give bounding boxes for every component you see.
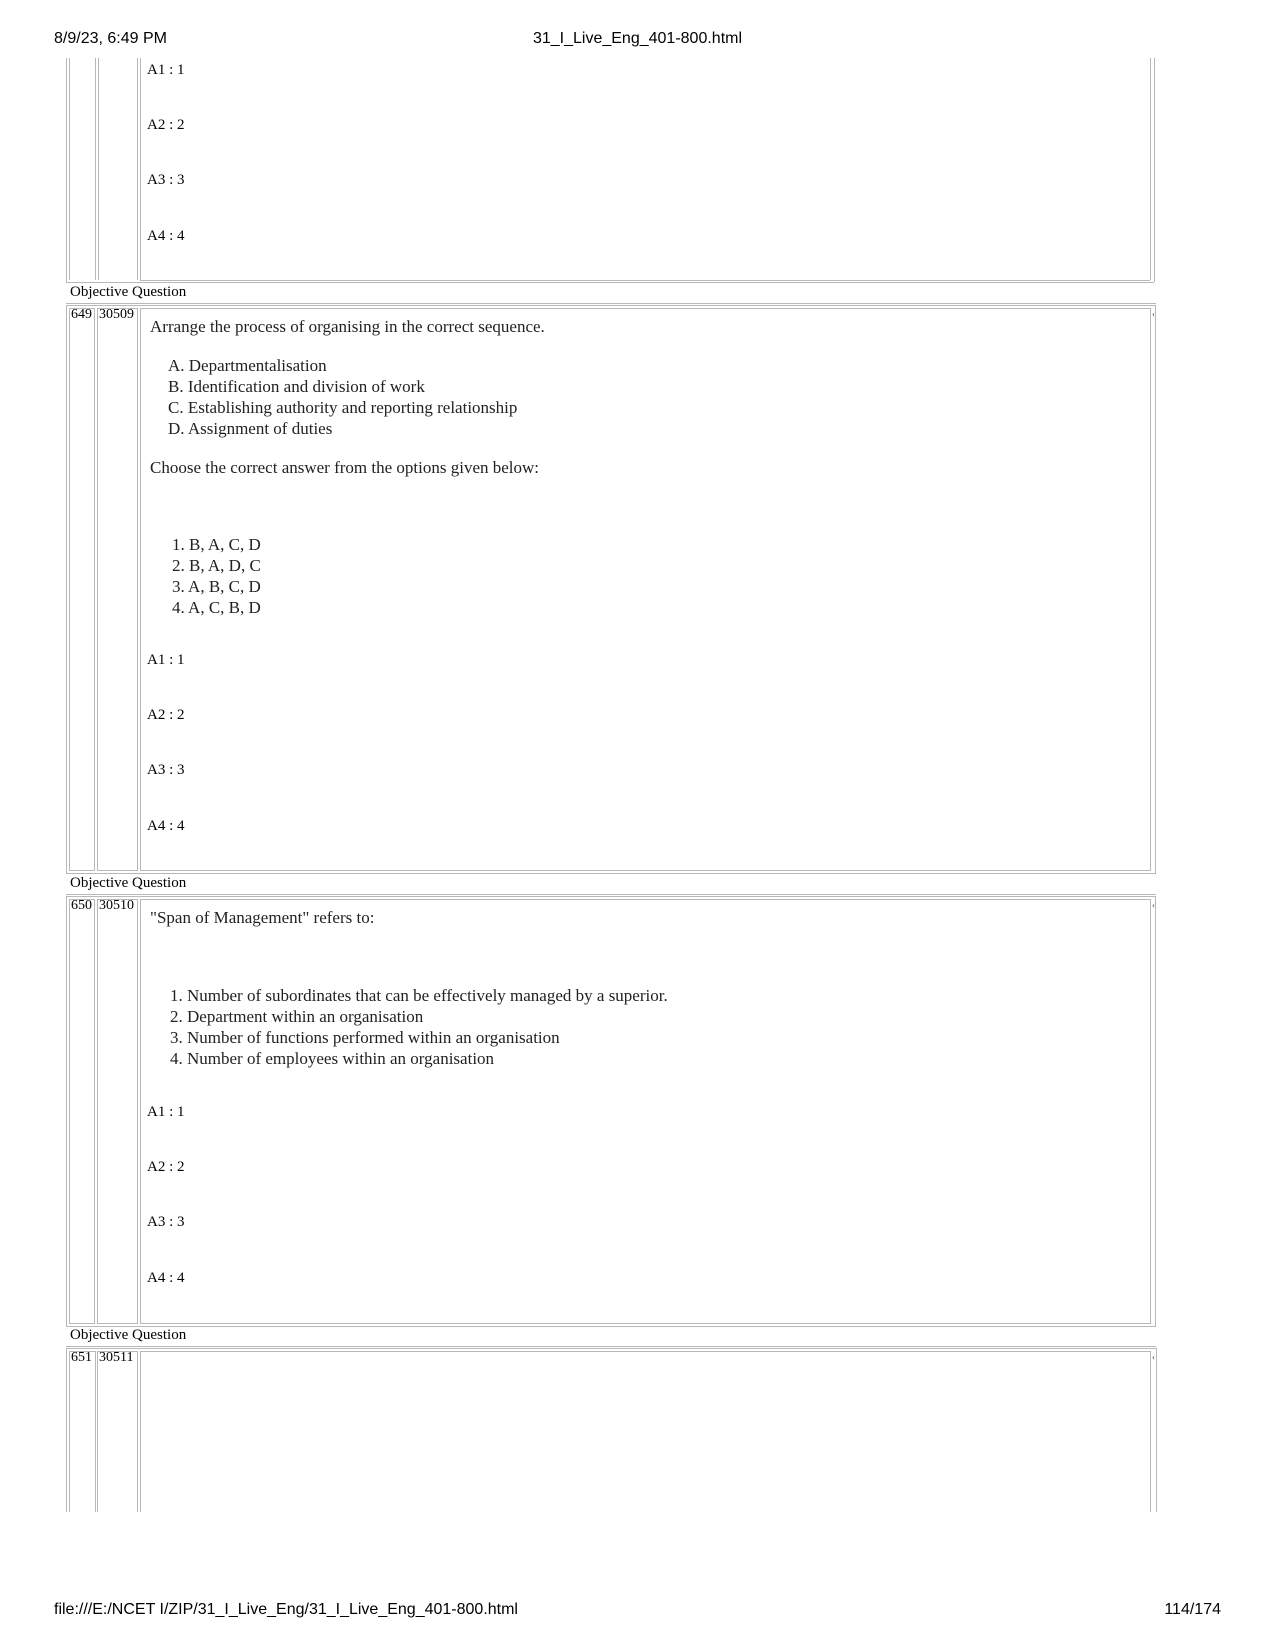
cell-border	[95, 58, 96, 280]
choice-option: 2. Department within an organisation	[170, 1007, 424, 1026]
answer-option: A2 : 2	[147, 1159, 185, 1175]
table-border	[66, 1346, 1156, 1347]
answer-option: A1 : 1	[147, 652, 185, 668]
cell-border	[140, 280, 1150, 281]
table-border	[66, 894, 1156, 895]
question-instruction: Choose the correct answer from the options given below:	[150, 458, 540, 477]
choice-option: 3. A, B, C, D	[172, 577, 261, 596]
question-type-label: Objective Question	[70, 1327, 187, 1343]
choice-option: 1. B, A, C, D	[172, 535, 261, 554]
overflow-mark: ‹	[1152, 1352, 1155, 1362]
question-type-label: Objective Question	[70, 284, 187, 300]
answer-option: A4 : 4	[147, 818, 185, 834]
statement-item: D. Assignment of duties	[168, 419, 333, 438]
serial-cell	[69, 899, 95, 1324]
table-border	[66, 1348, 1156, 1349]
table-border	[66, 1348, 67, 1512]
question-text: "Span of Management" refers to:	[150, 908, 375, 927]
table-border	[1154, 58, 1155, 282]
choice-option: 3. Number of functions performed within an organisation	[170, 1028, 560, 1047]
answer-option: A4 : 4	[147, 1270, 185, 1286]
table-border	[66, 303, 1156, 304]
table-border	[66, 282, 1154, 283]
question-id: 30511	[99, 1350, 134, 1365]
cell-border	[140, 58, 141, 280]
question-id: 30509	[99, 307, 134, 322]
statement-item: A. Departmentalisation	[168, 356, 327, 375]
question-serial: 649	[71, 307, 92, 322]
document-title: 31_I_Live_Eng_401-800.html	[532, 30, 743, 47]
question-id-cell	[97, 308, 138, 871]
choice-option: 1. Number of subordinates that can be effectively managed by a superior.	[170, 986, 668, 1005]
cell-border	[1150, 58, 1151, 280]
answer-option: A1 : 1	[147, 1104, 185, 1120]
cell-border	[140, 1351, 141, 1512]
cell-border	[97, 1351, 98, 1512]
answer-option: A3 : 3	[147, 762, 185, 778]
question-body-cell	[140, 899, 1151, 1324]
question-text: Arrange the process of organising in the correct sequence.	[150, 317, 545, 336]
choice-option: 2. B, A, D, C	[172, 556, 261, 575]
page-number: 114/174	[1164, 1601, 1221, 1618]
cell-border	[69, 1351, 70, 1512]
cell-border	[137, 1351, 138, 1512]
answer-option: A2 : 2	[147, 117, 185, 133]
cell-border	[95, 1351, 96, 1512]
answer-option: A3 : 3	[147, 1214, 185, 1230]
question-serial: 650	[71, 898, 92, 913]
overflow-mark: ‹	[1152, 900, 1155, 910]
table-border	[69, 58, 70, 280]
cell-border	[98, 58, 99, 280]
question-id: 30510	[99, 898, 134, 913]
print-date: 8/9/23, 6:49 PM	[54, 30, 167, 47]
cell-border	[140, 1351, 1150, 1352]
overflow-mark: ‹	[1152, 309, 1155, 319]
statement-item: B. Identification and division of work	[168, 377, 425, 396]
choice-option: 4. A, C, B, D	[172, 598, 261, 617]
answer-option: A1 : 1	[147, 62, 185, 78]
serial-cell	[69, 308, 95, 871]
question-serial: 651	[71, 1350, 92, 1365]
answer-option: A3 : 3	[147, 172, 185, 188]
question-id-cell	[97, 899, 138, 1324]
file-path: file:///E:/NCET I/ZIP/31_I_Live_Eng/31_I_Live_Eng_401-800.html	[54, 1601, 518, 1618]
table-border	[1156, 1348, 1157, 1512]
answer-option: A4 : 4	[147, 228, 185, 244]
statement-item: C. Establishing authority and reporting relationship	[168, 398, 518, 417]
question-type-label: Objective Question	[70, 875, 187, 891]
answer-option: A2 : 2	[147, 707, 185, 723]
cell-border	[1150, 1351, 1151, 1512]
choice-option: 4. Number of employees within an organisation	[170, 1049, 495, 1068]
table-border	[66, 58, 67, 282]
cell-border	[137, 58, 138, 280]
